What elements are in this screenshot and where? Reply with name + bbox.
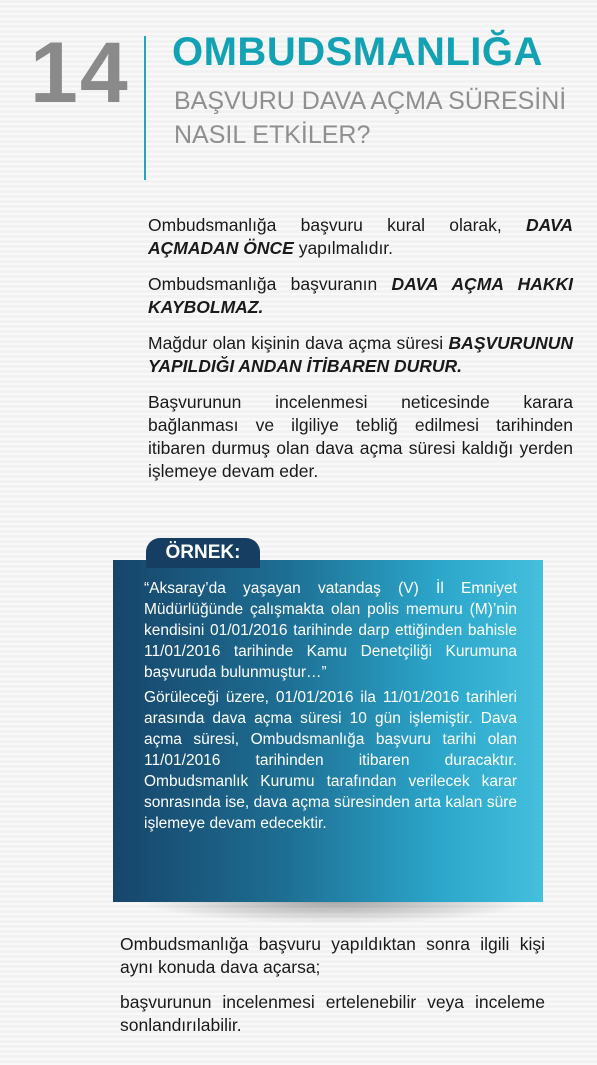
example-box [113, 560, 543, 902]
example-tab-label: ÖRNEK: [146, 538, 260, 568]
closing-paragraphs [120, 933, 545, 1049]
page-subtitle: BAŞVURU DAVA AÇMA SÜRESİNİ NASIL ETKİLER? [174, 87, 567, 149]
paragraph-3-text: Mağdur olan kişinin dava açma süresi [148, 333, 449, 353]
page-title: OMBUDSMANLIĞA [172, 30, 543, 74]
intro-paragraphs [148, 214, 573, 496]
header-divider [144, 36, 146, 180]
paragraph-2 [148, 273, 573, 319]
closing-paragraph-2: başvurunun incelenmesi ertelenebilir veya inceleme sonlandırılabilir. [120, 992, 545, 1035]
paragraph-3-emphasis: BAŞVURUNUN YAPILDIĞI ANDAN İTİBAREN DURUR. [148, 333, 573, 376]
paragraph-2-emphasis: DAVA AÇMA HAKKI KAYBOLMAZ. [148, 274, 573, 317]
paragraph-1 [148, 214, 573, 260]
paragraph-1-tail: yapılmalıdır. [293, 238, 394, 258]
paragraph-2-text: Ombudsmanlığa başvuranın [148, 274, 392, 294]
paragraph-4-text: Başvurunun incelenmesi neticesinde karara bağlanması ve ilgiliye tebliğ edilmesi tarihinden itibaren durmuş olan dava açma süresi kaldığı yerden işlemeye devam eder. [148, 392, 573, 481]
paragraph-1-text: Ombudsmanlığa başvuru kural olarak, [148, 215, 526, 235]
example-explanation: Görüleceği üzere, 01/01/2016 ila 11/01/2016 tarihleri arasında dava açma süresi 10 gün işlemiştir. Dava açma süresi, Ombudsmanlığa başvuru tarihi olan 11/01/2016 tarihinden itibaren duracaktır. Ombudsmanlık Kurumu tarafından verilecek karar sonrasında ise, dava açma süresinden arta kalan süre işlemeye devam edecektir. [144, 689, 517, 832]
example-box-shadow [135, 900, 535, 924]
example-quote: “Aksaray’da yaşayan vatandaş (V) İl Emniyet Müdürlüğünde çalışmakta olan polis memuru (M)’nin kendisini 01/01/2016 tarihinde darp ettiğinden bahisle 11/01/2016 tarihinde Kamu Denetçiliği Kurumuna başvuruda bulunmuştur…” [144, 580, 517, 681]
closing-paragraph-1: Ombudsmanlığa başvuru yapıldıktan sonra ilgili kişi aynı konuda dava açarsa; [120, 934, 545, 977]
paragraph-1-emphasis: DAVA AÇMADAN ÖNCE [148, 215, 573, 258]
paragraph-3 [148, 332, 573, 378]
paragraph-4 [148, 391, 573, 483]
chapter-number: 14 [30, 25, 130, 121]
